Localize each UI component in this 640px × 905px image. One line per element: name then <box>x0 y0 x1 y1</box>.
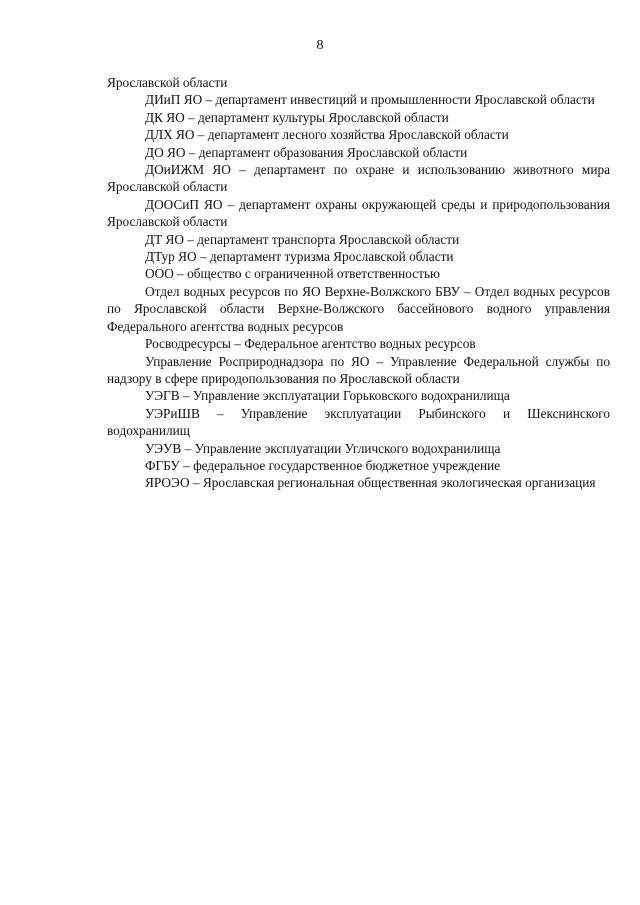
paragraph: УЭУВ – Управление эксплуатации Угличского водохранилища <box>145 440 501 456</box>
paragraph: Отдел водных ресурсов по ЯО Верхне-Волжского БВУ – Отдел водных ресурсов по Ярославской области Верхне-Волжского бассейнового водного управления Федерального агентства водных ресурсов <box>107 283 610 334</box>
paragraph: УЭГВ – Управление эксплуатации Горьковского водохранилища <box>145 388 510 404</box>
paragraph: ДК ЯО – департамент культуры Ярославской области <box>145 109 449 125</box>
page-number: 8 <box>316 38 324 53</box>
paragraph: ЯРОЭО – Ярославская региональная общественная экологическая организация <box>145 475 596 491</box>
paragraph: ДИиП ЯО – департамент инвестиций и промышленности Ярославской области <box>145 92 595 108</box>
abbreviations-list <box>107 74 610 492</box>
paragraph: ООО – общество с ограниченной ответственностью <box>145 266 440 282</box>
paragraph: ФГБУ – федеральное государственное бюджетное учреждение <box>145 457 501 473</box>
paragraph: ДОиИЖМ ЯО – департамент по охране и использованию животного мира Ярославской области <box>107 162 610 195</box>
paragraph: ДООСиП ЯО – департамент охраны окружающей среды и природопользования Ярославской области <box>107 196 610 230</box>
paragraph: Росводресурсы – Федеральное агентство водных ресурсов <box>145 336 476 352</box>
paragraph: ДТур ЯО – департамент туризма Ярославской области <box>145 249 454 265</box>
paragraph: ДТ ЯО – департамент транспорта Ярославской области <box>145 231 460 247</box>
paragraph: Ярославской области <box>107 75 228 90</box>
paragraph: Управление Росприроднадзора по ЯО – Управление Федеральной службы по надзору в сфере природопользования по Ярославской области <box>107 353 610 386</box>
paragraph: ДО ЯО – департамент образования Ярославской области <box>145 144 468 160</box>
paragraph: УЭРиШВ – Управление эксплуатации Рыбинского и Шекснинского водохранилищ <box>107 405 610 439</box>
paragraph: ДЛХ ЯО – департамент лесного хозяйства Ярославской области <box>145 127 509 143</box>
